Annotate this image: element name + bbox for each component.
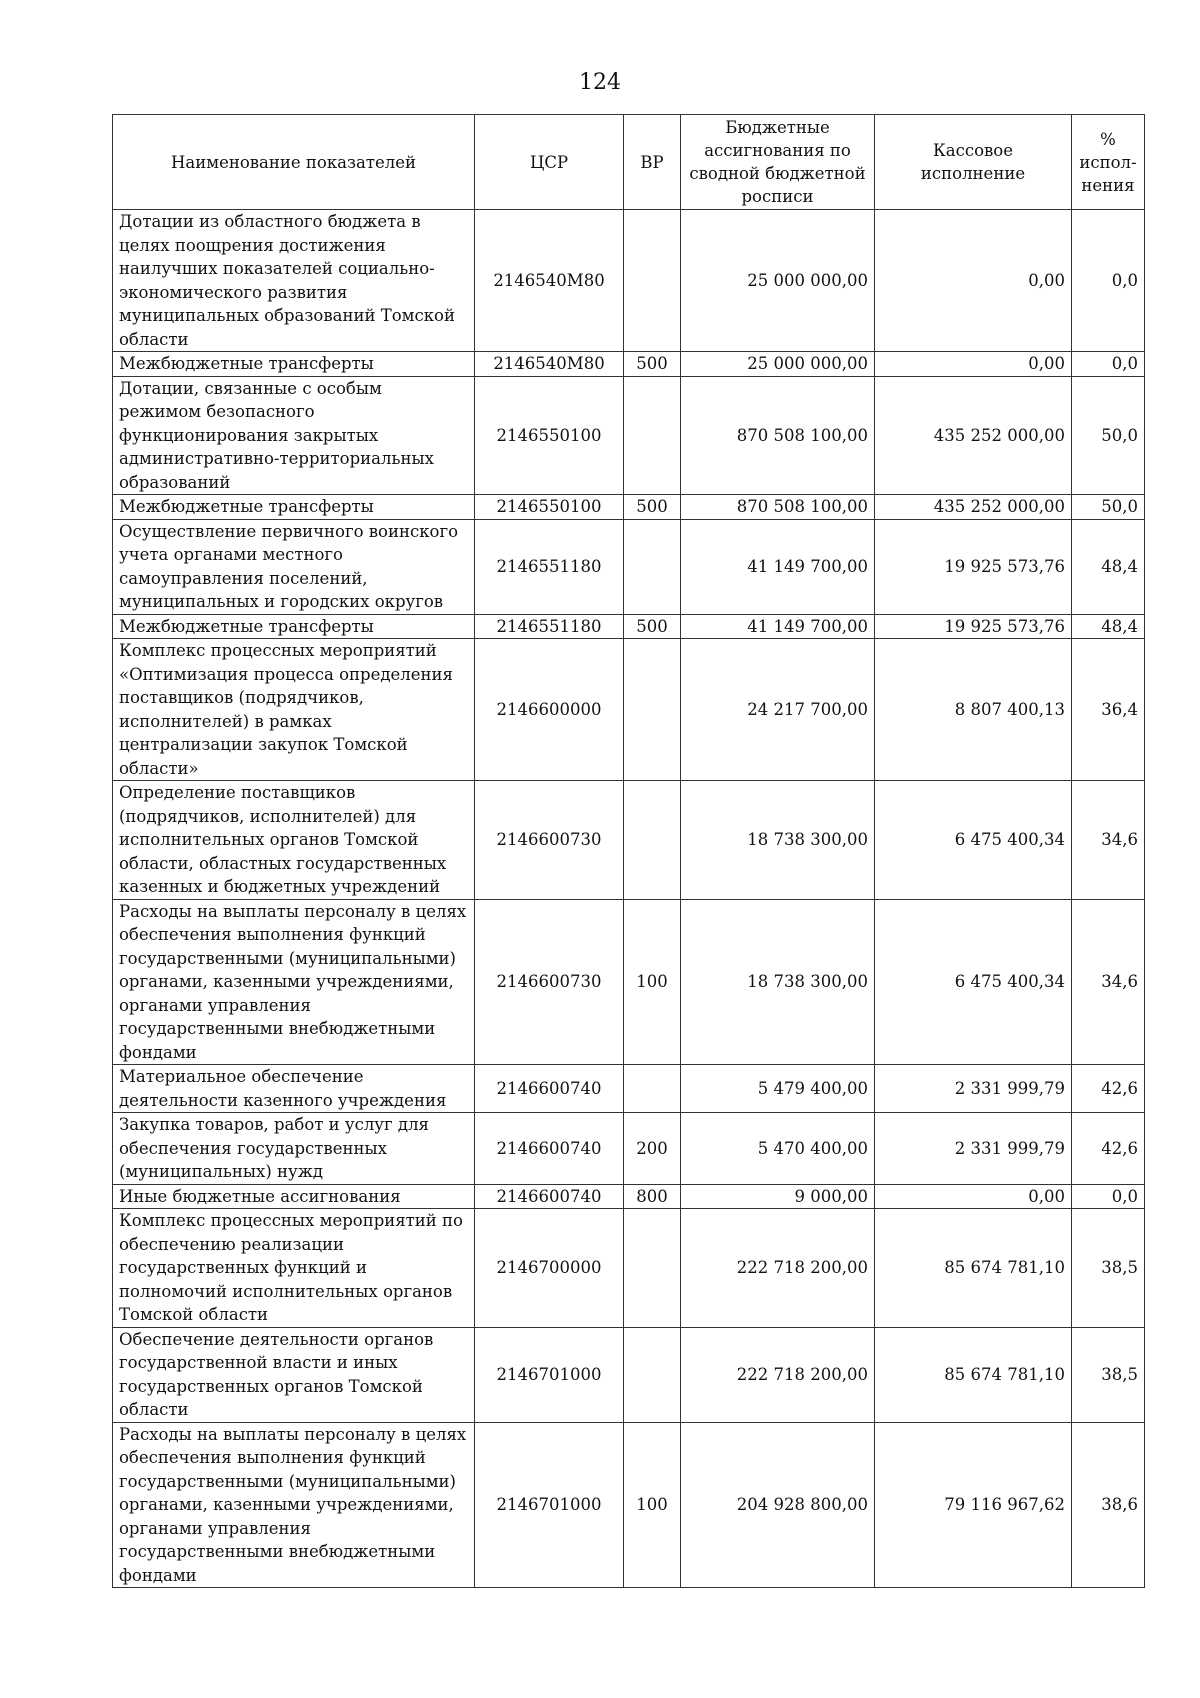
row-csr: 2146700000 bbox=[475, 1209, 624, 1328]
row-csr: 2146701000 bbox=[475, 1327, 624, 1422]
table-header-row bbox=[113, 115, 1145, 210]
table-row bbox=[113, 495, 1145, 520]
row-budget: 5 479 400,00 bbox=[681, 1065, 875, 1113]
row-name: Определение поставщиков (подрядчиков, исполнителей) для исполнительных органов Томской области, областных государственных казенных и бюджетных учреждений bbox=[113, 781, 475, 900]
row-cash: 79 116 967,62 bbox=[875, 1422, 1072, 1588]
table-row bbox=[113, 639, 1145, 781]
row-name: Комплекс процессных мероприятий «Оптимизация процесса определения поставщиков (подрядчиков, исполнителей) в рамках централизации закупок Томской области» bbox=[113, 639, 475, 781]
row-cash: 6 475 400,34 bbox=[875, 899, 1072, 1065]
row-name: Дотации, связанные с особым режимом безопасного функционирования закрытых административно-территориальных образований bbox=[113, 376, 475, 495]
header-percent: % испол-нения bbox=[1072, 115, 1145, 210]
row-budget: 222 718 200,00 bbox=[681, 1327, 875, 1422]
row-budget: 870 508 100,00 bbox=[681, 376, 875, 495]
table-row bbox=[113, 1065, 1145, 1113]
row-name: Обеспечение деятельности органов государственной власти и иных государственных органов Томской области bbox=[113, 1327, 475, 1422]
row-budget: 25 000 000,00 bbox=[681, 210, 875, 352]
row-cash: 0,00 bbox=[875, 352, 1072, 377]
row-name: Межбюджетные трансферты bbox=[113, 352, 475, 377]
budget-table bbox=[112, 114, 1145, 1588]
row-percent: 0,0 bbox=[1072, 1184, 1145, 1209]
row-csr: 2146540М80 bbox=[475, 352, 624, 377]
row-cash: 2 331 999,79 bbox=[875, 1113, 1072, 1185]
row-cash: 85 674 781,10 bbox=[875, 1327, 1072, 1422]
row-budget: 5 470 400,00 bbox=[681, 1113, 875, 1185]
row-budget: 870 508 100,00 bbox=[681, 495, 875, 520]
table-row bbox=[113, 1327, 1145, 1422]
row-name: Закупка товаров, работ и услуг для обеспечения государственных (муниципальных) нужд bbox=[113, 1113, 475, 1185]
row-cash: 0,00 bbox=[875, 1184, 1072, 1209]
row-percent: 50,0 bbox=[1072, 376, 1145, 495]
row-name: Комплекс процессных мероприятий по обеспечению реализации государственных функций и полномочий исполнительных органов Томской области bbox=[113, 1209, 475, 1328]
row-budget: 222 718 200,00 bbox=[681, 1209, 875, 1328]
row-csr: 2146550100 bbox=[475, 376, 624, 495]
row-budget: 18 738 300,00 bbox=[681, 899, 875, 1065]
header-csr: ЦСР bbox=[475, 115, 624, 210]
table-row bbox=[113, 614, 1145, 639]
table-row bbox=[113, 1422, 1145, 1588]
row-percent: 34,6 bbox=[1072, 781, 1145, 900]
row-csr: 2146600740 bbox=[475, 1184, 624, 1209]
row-csr: 2146551180 bbox=[475, 614, 624, 639]
header-budget: Бюджетные ассигнования по сводной бюджетной росписи bbox=[681, 115, 875, 210]
row-percent: 38,5 bbox=[1072, 1209, 1145, 1328]
row-csr: 2146551180 bbox=[475, 519, 624, 614]
row-budget: 204 928 800,00 bbox=[681, 1422, 875, 1588]
header-vr: ВР bbox=[624, 115, 681, 210]
page-number: 124 bbox=[579, 70, 621, 95]
row-csr: 2146540М80 bbox=[475, 210, 624, 352]
row-budget: 41 149 700,00 bbox=[681, 519, 875, 614]
header-name: Наименование показателей bbox=[113, 115, 475, 210]
row-name: Расходы на выплаты персоналу в целях обеспечения выполнения функций государственными (муниципальными) органами, казенными учреждениями, органами управления государственными внебюджетными фондами bbox=[113, 1422, 475, 1588]
row-vr bbox=[624, 519, 681, 614]
row-csr: 2146701000 bbox=[475, 1422, 624, 1588]
row-csr: 2146550100 bbox=[475, 495, 624, 520]
header-cash: Кассовое исполнение bbox=[875, 115, 1072, 210]
row-csr: 2146600730 bbox=[475, 781, 624, 900]
row-percent: 34,6 bbox=[1072, 899, 1145, 1065]
row-percent: 48,4 bbox=[1072, 519, 1145, 614]
row-csr: 2146600740 bbox=[475, 1065, 624, 1113]
row-vr bbox=[624, 639, 681, 781]
table-row bbox=[113, 1209, 1145, 1328]
row-vr bbox=[624, 1065, 681, 1113]
row-csr: 2146600740 bbox=[475, 1113, 624, 1185]
row-cash: 2 331 999,79 bbox=[875, 1065, 1072, 1113]
row-percent: 48,4 bbox=[1072, 614, 1145, 639]
row-name: Материальное обеспечение деятельности казенного учреждения bbox=[113, 1065, 475, 1113]
table-row bbox=[113, 352, 1145, 377]
row-cash: 19 925 573,76 bbox=[875, 614, 1072, 639]
row-name: Дотации из областного бюджета в целях поощрения достижения наилучших показателей социально-экономического развития муниципальных образований Томской области bbox=[113, 210, 475, 352]
table-body bbox=[113, 210, 1145, 1588]
row-vr: 200 bbox=[624, 1113, 681, 1185]
table-row bbox=[113, 376, 1145, 495]
row-cash: 0,00 bbox=[875, 210, 1072, 352]
row-csr: 2146600730 bbox=[475, 899, 624, 1065]
row-name: Межбюджетные трансферты bbox=[113, 614, 475, 639]
row-cash: 435 252 000,00 bbox=[875, 495, 1072, 520]
row-vr bbox=[624, 376, 681, 495]
row-percent: 0,0 bbox=[1072, 352, 1145, 377]
table-row bbox=[113, 519, 1145, 614]
row-budget: 25 000 000,00 bbox=[681, 352, 875, 377]
row-budget: 9 000,00 bbox=[681, 1184, 875, 1209]
row-budget: 24 217 700,00 bbox=[681, 639, 875, 781]
row-vr bbox=[624, 781, 681, 900]
row-name: Межбюджетные трансферты bbox=[113, 495, 475, 520]
row-cash: 19 925 573,76 bbox=[875, 519, 1072, 614]
row-vr bbox=[624, 1327, 681, 1422]
table-row bbox=[113, 781, 1145, 900]
row-name: Расходы на выплаты персоналу в целях обеспечения выполнения функций государственными (муниципальными) органами, казенными учреждениями, органами управления государственными внебюджетными фондами bbox=[113, 899, 475, 1065]
row-vr: 500 bbox=[624, 352, 681, 377]
row-name: Иные бюджетные ассигнования bbox=[113, 1184, 475, 1209]
table-row bbox=[113, 210, 1145, 352]
row-percent: 36,4 bbox=[1072, 639, 1145, 781]
row-percent: 38,5 bbox=[1072, 1327, 1145, 1422]
row-vr: 100 bbox=[624, 899, 681, 1065]
row-percent: 42,6 bbox=[1072, 1065, 1145, 1113]
row-vr: 500 bbox=[624, 614, 681, 639]
row-cash: 85 674 781,10 bbox=[875, 1209, 1072, 1328]
row-vr bbox=[624, 1209, 681, 1328]
row-budget: 41 149 700,00 bbox=[681, 614, 875, 639]
row-vr: 100 bbox=[624, 1422, 681, 1588]
row-cash: 435 252 000,00 bbox=[875, 376, 1072, 495]
row-budget: 18 738 300,00 bbox=[681, 781, 875, 900]
row-percent: 50,0 bbox=[1072, 495, 1145, 520]
row-csr: 2146600000 bbox=[475, 639, 624, 781]
row-percent: 0,0 bbox=[1072, 210, 1145, 352]
row-vr: 800 bbox=[624, 1184, 681, 1209]
table-row bbox=[113, 1184, 1145, 1209]
row-percent: 38,6 bbox=[1072, 1422, 1145, 1588]
row-cash: 6 475 400,34 bbox=[875, 781, 1072, 900]
row-percent: 42,6 bbox=[1072, 1113, 1145, 1185]
table-row bbox=[113, 899, 1145, 1065]
row-vr: 500 bbox=[624, 495, 681, 520]
row-vr bbox=[624, 210, 681, 352]
table-row bbox=[113, 1113, 1145, 1185]
row-name: Осуществление первичного воинского учета органами местного самоуправления поселений, муниципальных и городских округов bbox=[113, 519, 475, 614]
row-cash: 8 807 400,13 bbox=[875, 639, 1072, 781]
